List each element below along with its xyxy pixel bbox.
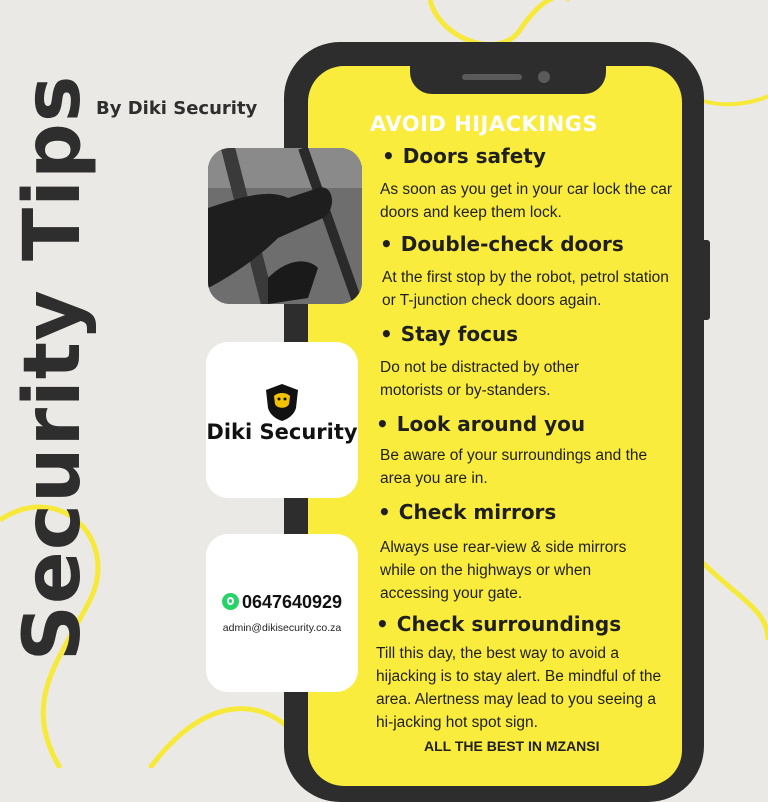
- tip-body-block: [380, 532, 660, 605]
- tip-check-mirrors: [378, 500, 678, 524]
- tip-body: Be aware of your surroundings and the area you are in.: [380, 447, 648, 487]
- lion-shield-icon: [262, 382, 302, 422]
- bullet-icon: •: [380, 322, 393, 346]
- tip-body-block: [380, 440, 680, 490]
- email-link[interactable]: admin@dikisecurity.co.za: [222, 622, 342, 634]
- tip-double-check: [380, 232, 680, 256]
- tip-body: As soon as you get in your car lock the car doors and keep them lock.: [380, 181, 673, 221]
- tip-heading: Double-check doors: [400, 232, 624, 256]
- bullet-icon: •: [376, 412, 389, 436]
- whatsapp-icon: [222, 593, 239, 610]
- tip-heading: Doors safety: [402, 144, 546, 168]
- tip-body-block: [380, 174, 680, 224]
- tip-look-around: [376, 412, 676, 436]
- contact-card: [206, 534, 358, 692]
- phone-number[interactable]: 0647640929: [241, 592, 343, 612]
- byline: By Diki Security: [96, 98, 258, 119]
- tip-heading: Check mirrors: [398, 500, 557, 524]
- title-text: Security Tips: [8, 74, 98, 662]
- tip-body: At the first stop by the robot, petrol station or T-junction check doors again.: [382, 269, 669, 309]
- speaker-icon: [462, 74, 522, 80]
- tip-body: Always use rear-view & side mirrors while on the highways or when accessing your gate.: [380, 539, 627, 602]
- tip-heading: Stay focus: [400, 322, 519, 346]
- tip-heading: Check surroundings: [396, 612, 622, 636]
- bullet-icon: •: [376, 612, 389, 636]
- headline: AVOID HIJACKINGS: [370, 112, 599, 136]
- tip-body-block: [380, 352, 630, 402]
- tip-doors-safety: [382, 144, 682, 168]
- bullet-icon: •: [380, 232, 393, 256]
- tip-body-block: [382, 262, 682, 312]
- tip-body: Do not be distracted by other motorists or by-standers.: [380, 359, 580, 399]
- tip-body: Till this day, the best way to avoid a hijacking is to stay alert. Be mindful of the area. Alertness may lead to you seeing a hi-jacking hot spot sign.: [376, 645, 662, 731]
- footer-text: ALL THE BEST IN MZANSI: [424, 738, 600, 754]
- bullet-icon: •: [378, 500, 391, 524]
- phone-number-row: [206, 592, 358, 613]
- gloved-hand-car-door-photo: [208, 148, 362, 304]
- tip-check-surroundings: [376, 612, 676, 636]
- bullet-icon: •: [382, 144, 395, 168]
- tip-body-block: [376, 638, 676, 734]
- photo-card: [208, 148, 362, 304]
- phone-side-button: [704, 240, 710, 320]
- tip-heading: Look around you: [396, 412, 586, 436]
- logo-name: Diki Security: [206, 420, 358, 444]
- camera-icon: [538, 71, 550, 83]
- logo-card: [206, 342, 358, 498]
- vertical-title: [8, 74, 98, 662]
- tip-stay-focus: [380, 322, 680, 346]
